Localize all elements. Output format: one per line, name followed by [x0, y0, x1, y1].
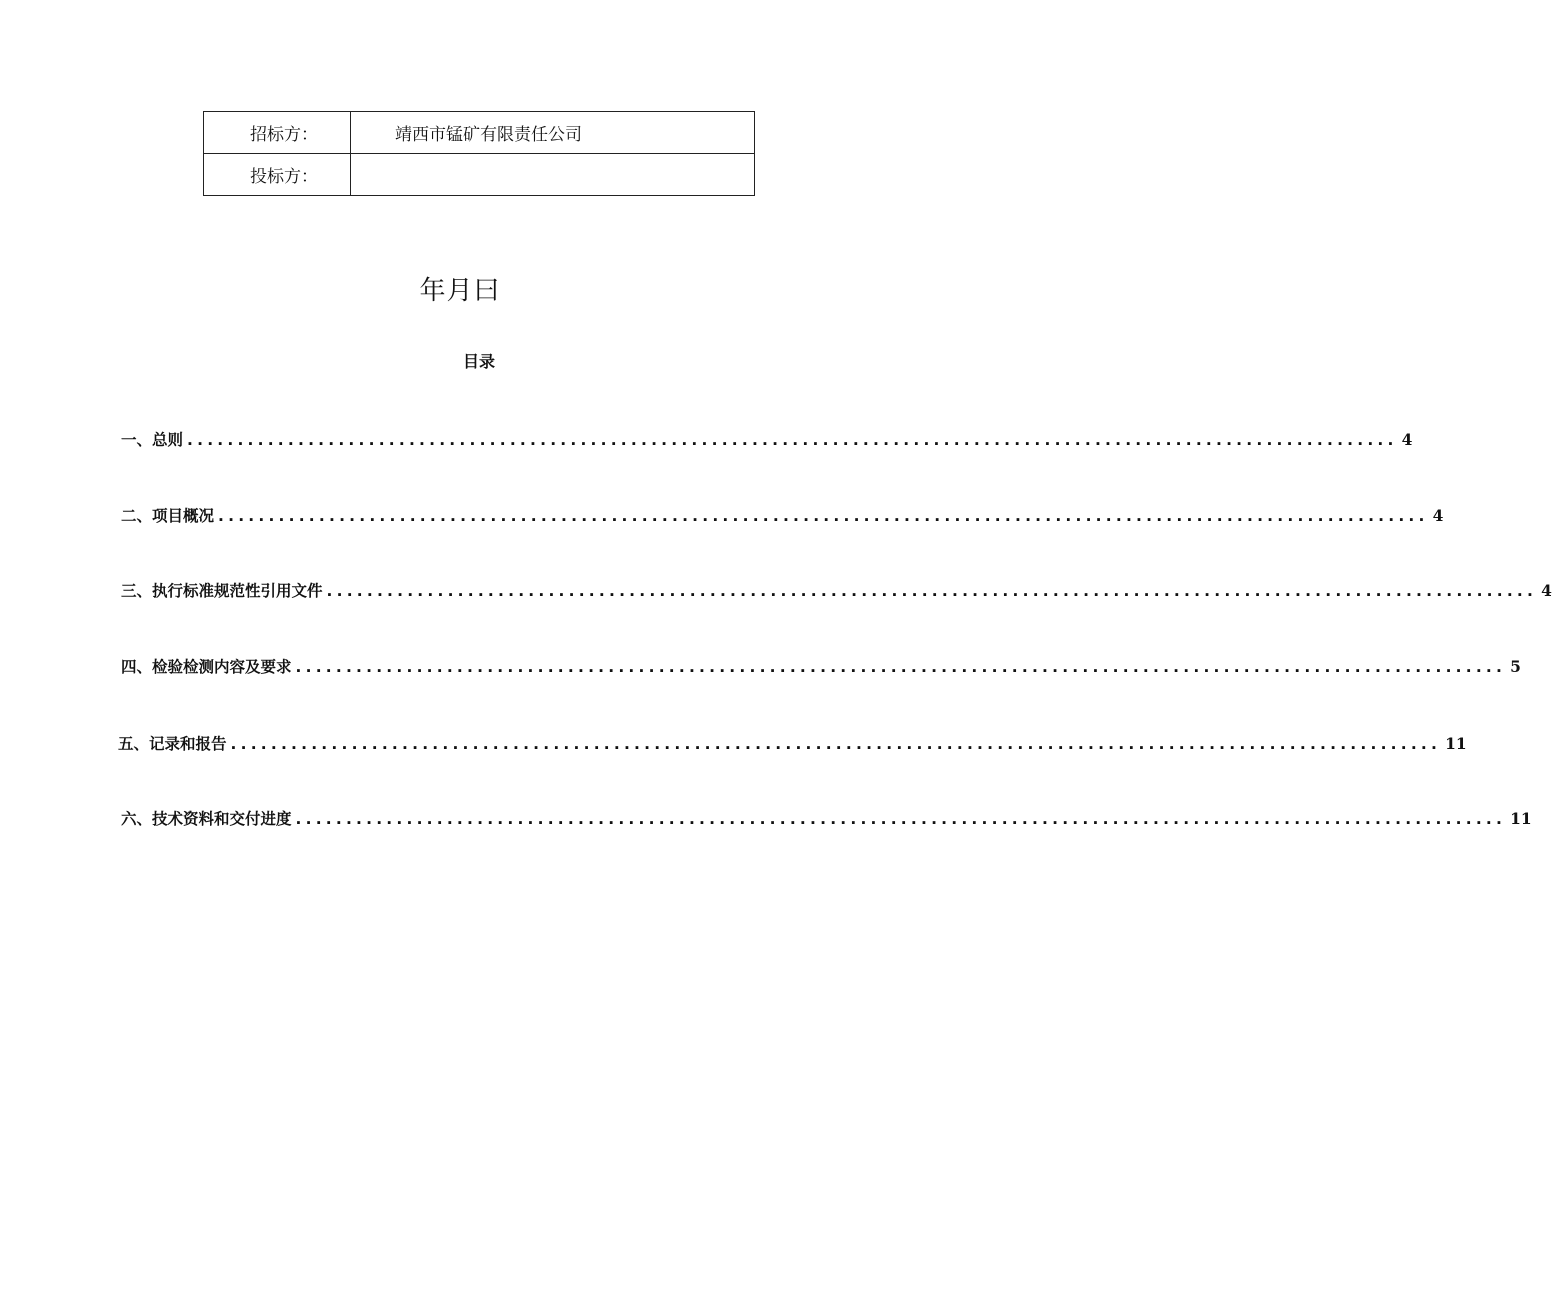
party-table: [203, 111, 755, 196]
toc-entry-page: 4: [1541, 581, 1552, 600]
toc-entry-text: 二、项目概况: [121, 507, 215, 525]
toc-leader: ........................................................................................................................: [295, 810, 1507, 828]
bidder-value: [351, 154, 755, 196]
toc-entry-6[interactable]: [121, 807, 1532, 829]
toc-leader: ........................................................................................................................: [218, 507, 1429, 525]
toc-leader: ........................................................................................................................: [230, 735, 1442, 753]
toc-entry-text: 五、记录和报告: [118, 735, 227, 753]
date-line: 年月曰: [419, 276, 501, 306]
toc-entry-1[interactable]: [121, 428, 1413, 450]
toc-entry-page: 11: [1445, 734, 1467, 753]
toc-entry-4[interactable]: [121, 655, 1521, 677]
toc-entry-page: 4: [1432, 506, 1444, 525]
toc-leader: ........................................................................................................................: [187, 431, 1398, 449]
bidder-label: 投标方：: [204, 154, 351, 196]
tenderer-label: 招标方：: [204, 112, 351, 154]
bidder-row: [204, 154, 755, 196]
toc-leader: ........................................................................................................................: [295, 658, 1507, 676]
toc-entry-text: 三、执行标准规范性引用文件: [121, 582, 323, 600]
toc-entry-5[interactable]: [118, 732, 1467, 754]
toc-entry-page: 4: [1401, 430, 1413, 449]
toc-entry-text: 四、检验检测内容及要求: [121, 658, 292, 676]
toc-entry-page: 5: [1510, 657, 1521, 676]
toc-title: 目录: [462, 352, 495, 371]
toc-entry-3[interactable]: [121, 579, 1552, 601]
toc-entry-text: 一、总则: [121, 431, 184, 449]
toc-entry-2[interactable]: [121, 504, 1444, 526]
toc-entry-page: 11: [1510, 809, 1532, 828]
toc-leader: ........................................................................................................................: [326, 582, 1538, 600]
toc-entry-text: 六、技术资料和交付进度: [121, 810, 292, 828]
tenderer-value: 靖西市锰矿有限责任公司: [351, 112, 755, 154]
tenderer-row: [204, 112, 755, 154]
